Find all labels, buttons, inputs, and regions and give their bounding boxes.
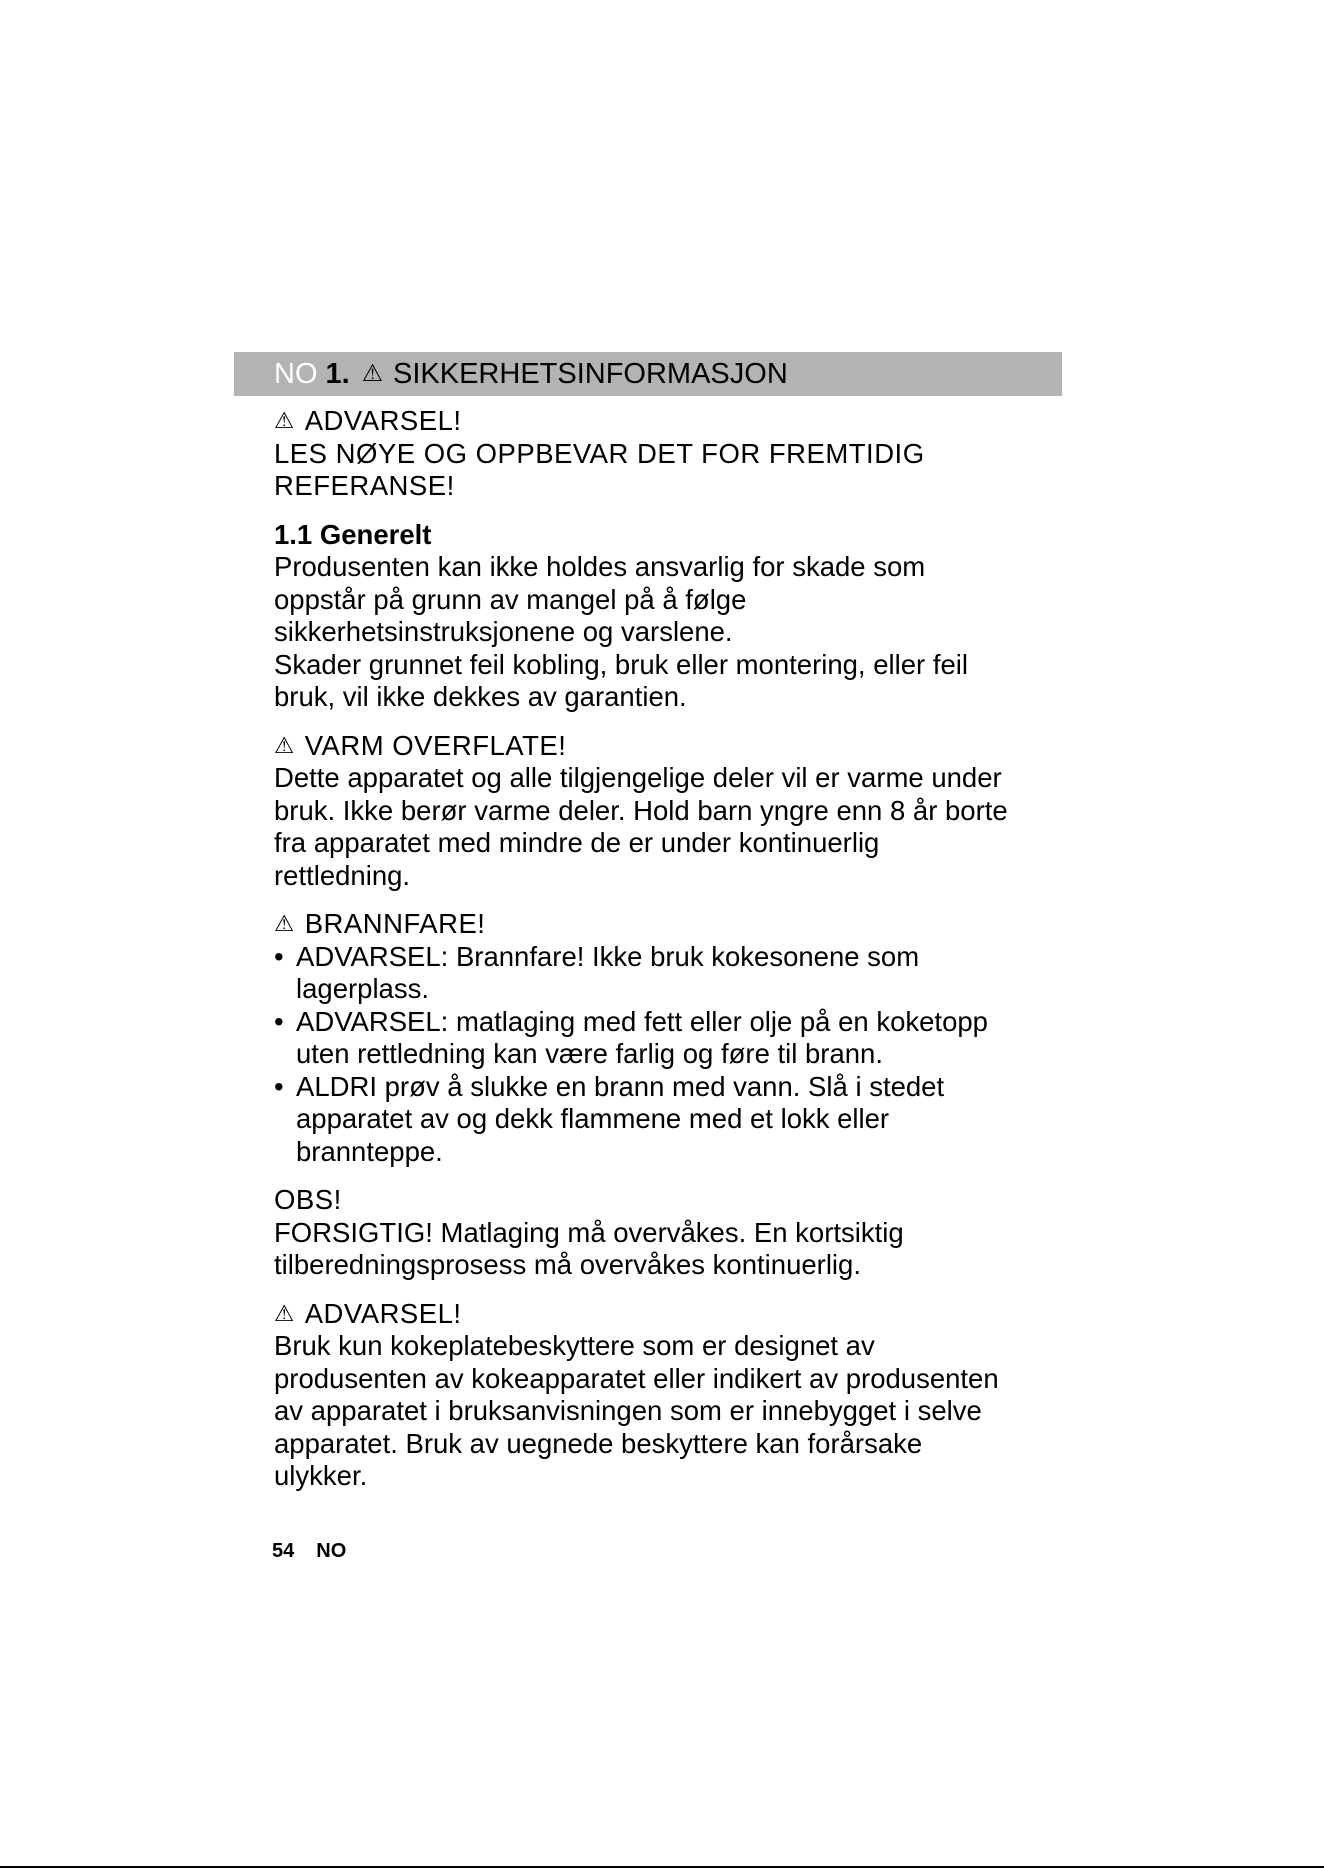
general-text-line: sikkerhetsinstruksjonene og varslene.	[274, 616, 733, 647]
general-text-line: oppstår på grunn av mangel på å følge	[274, 583, 747, 615]
hot-surface-heading: ⚠ VARM OVERFLATE!	[274, 729, 567, 761]
notice-text-line: tilberedningsprosess må overvåkes kontinuerlig.	[274, 1249, 861, 1280]
hot-surface-block	[274, 730, 1074, 893]
warning-triangle-icon: ⚠	[274, 1300, 295, 1327]
header-section-number: 1.	[325, 357, 350, 390]
warning-text-line: LES NØYE OG OPPBEVAR DET FOR FREMTIDIG	[274, 437, 925, 469]
subsection-heading: 1.1 Generelt	[274, 518, 432, 550]
general-section	[274, 519, 1074, 714]
general-text-line: Skader grunnet feil kobling, bruk eller montering, eller feil	[274, 648, 968, 680]
warning-triangle-icon: ⚠	[274, 408, 295, 434]
warning-block-1	[274, 405, 1074, 503]
list-item: • ALDRI prøv å slukke en brann med vann. Slå i stedet apparatet av og dekk flammene med et lokk eller brannteppe.	[274, 1070, 945, 1167]
notice-text-line: FORSIGTIG! Matlaging må overvåkes. En kortsiktig	[274, 1216, 904, 1248]
warning-text-line: produsenten av kokeapparatet eller indikert av produsenten	[274, 1362, 999, 1394]
page-footer	[272, 1540, 346, 1563]
general-text-line: Produsenten kan ikke holdes ansvarlig for skade som	[274, 551, 926, 582]
footer-language: NO	[316, 1540, 347, 1562]
hot-surface-triangle-icon: ⚠	[274, 732, 295, 759]
notice-block	[274, 1184, 1074, 1282]
hot-surface-text-line: bruk. Ikke berør varme deler. Hold barn yngre enn 8 år borte	[274, 794, 1008, 826]
warning-text-line: ulykker.	[274, 1460, 368, 1491]
list-item: • ADVARSEL: Brannfare! Ikke bruk kokesonene som lagerplass.	[274, 940, 920, 1004]
bottom-divider	[0, 1866, 1324, 1868]
fire-hazard-list	[274, 941, 1074, 1169]
warning-triangle-icon: ⚠	[361, 359, 383, 388]
fire-triangle-icon: ⚠	[274, 911, 295, 937]
hot-surface-text-line: fra apparatet med mindre de er under kontinuerlig	[274, 827, 880, 858]
hot-surface-text-line: rettledning.	[274, 859, 411, 891]
general-text-line: bruk, vil ikke dekkes av garantien.	[274, 681, 687, 712]
fire-hazard-heading: ⚠ BRANNFARE!	[274, 908, 486, 939]
bullet-dot-icon: •	[274, 1005, 284, 1037]
warning-text-line: av apparatet i bruksanvisningen som er innebygget i selve	[274, 1395, 982, 1426]
hot-surface-text-line: Dette apparatet og alle tilgjengelige deler vil er varme under	[274, 762, 1002, 793]
warning-heading: ⚠ ADVARSEL!	[274, 1297, 462, 1329]
section-header-bar	[234, 352, 1062, 396]
warning-heading: ⚠ ADVARSEL!	[274, 405, 462, 436]
warning-text-line: Bruk kun kokeplatebeskyttere som er designet av	[274, 1330, 875, 1361]
notice-heading: OBS!	[274, 1184, 342, 1215]
warning-text-line: REFERANSE!	[274, 470, 455, 501]
page-number: 54	[272, 1540, 295, 1562]
warning-text-line: apparatet. Bruk av uegnede beskyttere kan forårsake	[274, 1427, 923, 1459]
page-content	[274, 405, 1074, 1509]
bullet-dot-icon: •	[274, 940, 284, 972]
header-title: SIKKERHETSINFORMASJON	[393, 357, 788, 390]
fire-hazard-block	[274, 908, 1074, 1168]
header-language-tag: NO	[274, 357, 318, 390]
list-item: • ADVARSEL: matlaging med fett eller olje på en koketopp uten rettledning kan være farlig og føre til brann.	[274, 1005, 988, 1069]
bullet-dot-icon: •	[274, 1070, 284, 1102]
warning-block-2	[274, 1298, 1074, 1493]
